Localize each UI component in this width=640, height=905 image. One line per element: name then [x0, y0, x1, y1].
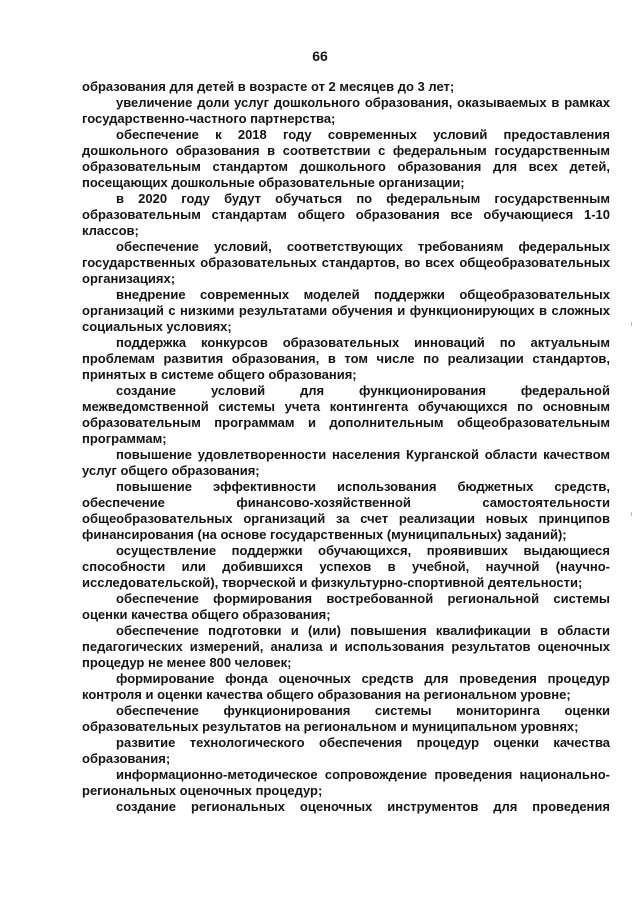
text-paragraph: создание региональных оценочных инструментов для проведения — [116, 799, 610, 814]
text-paragraph: в 2020 году будут обучаться по федеральным государственным образовательным стандартам общего образования все обучающиеся 1-10 классов; — [82, 191, 610, 238]
scan-speck — [631, 322, 632, 326]
document-body — [82, 79, 610, 815]
text-paragraph: осуществление поддержки обучающихся, проявивших выдающиеся способности или добившихся успехов в учебной, научной (научно-исследовательской), творческой и физкультурно-спортивной деятельности; — [82, 543, 610, 590]
text-paragraph: развитие технологического обеспечения процедур оценки качества образования; — [82, 735, 610, 766]
scan-speck — [631, 512, 632, 516]
text-paragraph: повышение удовлетворенности населения Курганской области качеством услуг общего образования; — [82, 447, 610, 478]
text-paragraph: повышение эффективности использования бюджетных средств, обеспечение финансово-хозяйственной самостоятельности общеобразовательных организаций за счет реализации новых принципов финансирования (на основе государственных (муниципальных) заданий); — [82, 479, 610, 542]
text-paragraph: обеспечение подготовки и (или) повышения квалификации в области педагогических измерений, анализа и использования результатов оценочных процедур не менее 800 человек; — [82, 623, 610, 670]
text-paragraph: обеспечение к 2018 году современных условий предоставления дошкольного образования в соответствии с федеральным государственным образовательным стандартом дошкольного образования для всех детей, посещающих дошкольные образовательные организации; — [82, 127, 610, 190]
text-paragraph: информационно-методическое сопровождение проведения национально-региональных оценочных процедур; — [82, 767, 610, 798]
text-paragraph: обеспечение формирования востребованной региональной системы оценки качества общего образования; — [82, 591, 610, 622]
text-paragraph: обеспечение условий, соответствующих требованиям федеральных государственных образовательных стандартов, во всех общеобразовательных организациях; — [82, 239, 610, 286]
text-paragraph: обеспечение функционирования системы мониторинга оценки образовательных результатов на региональном и муниципальном уровнях; — [82, 703, 610, 734]
text-paragraph: поддержка конкурсов образовательных инноваций по актуальным проблемам развития образования, в том числе по реализации стандартов, принятых в системе общего образования; — [82, 335, 610, 382]
text-paragraph: внедрение современных моделей поддержки общеобразовательных организаций с низкими результатами обучения и функционирующих в сложных социальных условиях; — [82, 287, 610, 334]
text-paragraph: формирование фонда оценочных средств для проведения процедур контроля и оценки качества общего образования на региональном уровне; — [82, 671, 610, 702]
text-paragraph: образования для детей в возрасте от 2 месяцев до 3 лет; — [82, 79, 455, 94]
page-number: 66 — [312, 48, 328, 64]
text-paragraph: создание условий для функционирования федеральной межведомственной системы учета контингента обучающихся по основным образовательным программам и дополнительным общеобразовательным программам; — [82, 383, 610, 446]
text-paragraph: увеличение доли услуг дошкольного образования, оказываемых в рамках государственно-частного партнерства; — [82, 95, 610, 126]
